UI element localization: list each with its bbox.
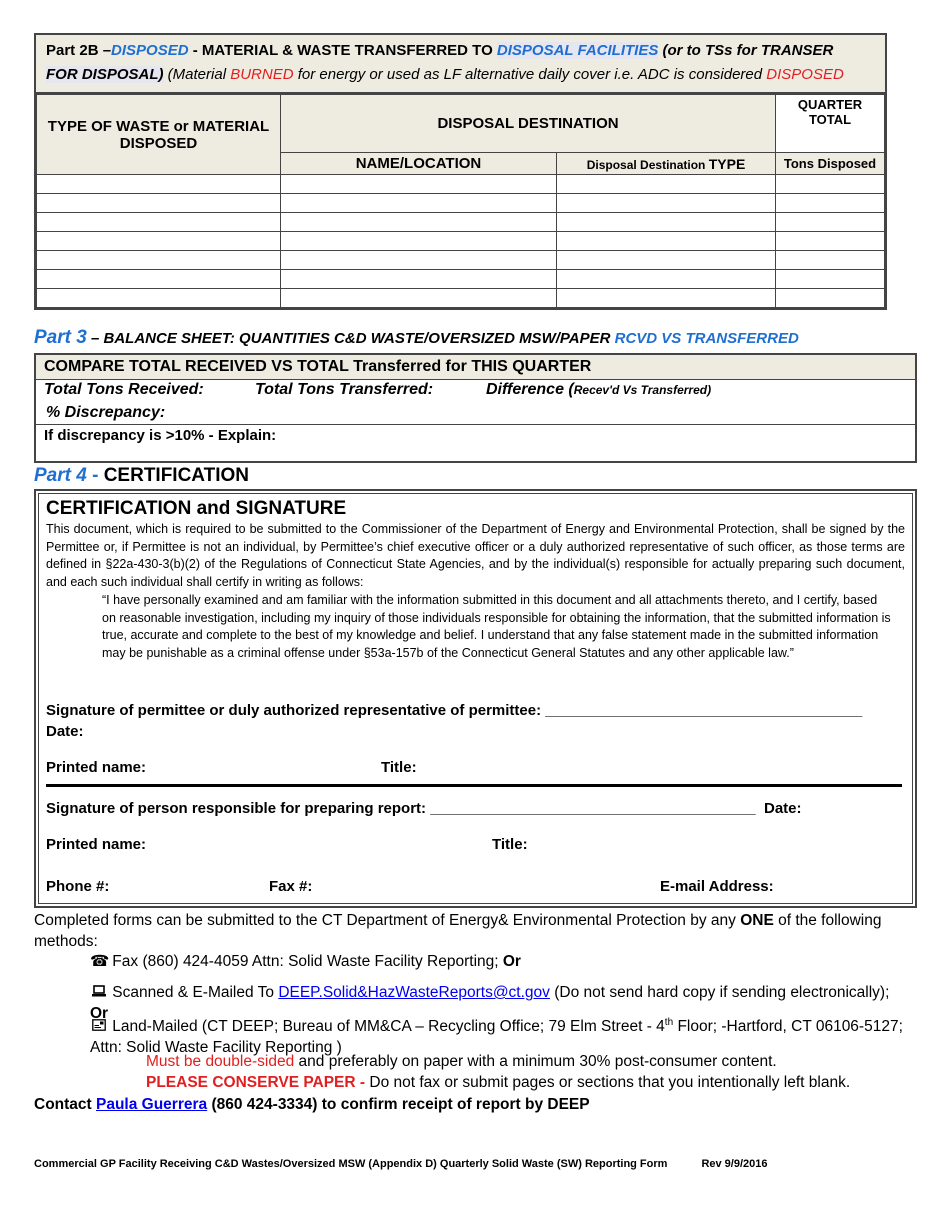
double-sided-red: Must be double-sided (146, 1053, 295, 1070)
cell-input[interactable] (37, 270, 281, 289)
contact-text: Contact (34, 1096, 96, 1113)
conserve-text: Do not fax or submit pages or sections that you intentionally left blank. (365, 1074, 851, 1091)
cell-input[interactable] (776, 289, 885, 308)
intro-one: ONE (740, 912, 774, 929)
mail-sup: th (664, 1017, 674, 1028)
footer-text: Commercial GP Facility Receiving C&D Wastes/Oversized MSW (Appendix D) Quarterly Solid Waste (SW) Reporting Form (34, 1158, 668, 1170)
contact-link[interactable]: Paula Guerrera (96, 1096, 208, 1113)
total-transferred-field[interactable]: Total Tons Transferred: (255, 381, 434, 398)
printed-name1-field[interactable]: Printed name: (46, 759, 147, 776)
table-row (37, 213, 885, 232)
sub-type-suffix: TYPE (708, 155, 746, 172)
difference-sub-label: Recev'd Vs Transferred) (573, 383, 712, 397)
part2b-title-line1 (46, 39, 877, 63)
table-row (37, 289, 885, 308)
part2b-section (34, 33, 887, 310)
part4-dash: - (86, 465, 104, 486)
submission-intro (34, 910, 914, 952)
part3-balance-sheet (34, 353, 917, 463)
difference-label: Difference ( (486, 381, 574, 398)
part2b-title-line2 (46, 63, 877, 87)
title2-field[interactable]: Title: (492, 836, 528, 853)
date1-field[interactable]: Date: (46, 723, 84, 740)
explain-field[interactable]: If discrepancy is >10% - Explain: (44, 427, 277, 444)
burned-label: BURNED (230, 66, 294, 83)
conserve-note (146, 1074, 850, 1092)
adc-note: for energy or used as LF alternative daily cover i.e. ADC is considered (293, 66, 767, 83)
discrepancy-field[interactable]: % Discrepancy: (46, 404, 166, 421)
cell-input[interactable] (37, 175, 281, 194)
table-row (37, 194, 885, 213)
totals-row (36, 380, 915, 425)
sub-type-prefix: Disposal Destination (586, 157, 709, 172)
disposed-label: DISPOSED (111, 42, 189, 59)
table-row (37, 251, 885, 270)
part3-title (34, 327, 799, 349)
certification-title: CERTIFICATION and SIGNATURE (46, 498, 347, 519)
cell-input[interactable] (557, 289, 776, 308)
part3-number: Part 3 (34, 327, 87, 348)
email-link[interactable]: DEEP.Solid&HazWasteReports@ct.gov (278, 984, 550, 1001)
cell-input[interactable] (37, 251, 281, 270)
cell-input[interactable] (37, 289, 281, 308)
total-received-field[interactable]: Total Tons Received: (44, 381, 204, 398)
cell-input[interactable] (776, 270, 885, 289)
certification-inner (38, 493, 913, 904)
cell-input[interactable] (281, 213, 557, 232)
preparer-signature-field[interactable]: Signature of person responsible for preparing report: _______________________________________ (46, 800, 756, 817)
fax-or: Or (502, 953, 521, 970)
part3-heading-blue: RCVD VS TRANSFERRED (614, 330, 799, 347)
footer (34, 1158, 768, 1170)
conserve-red: PLEASE CONSERVE PAPER - (146, 1074, 366, 1091)
col-quarter-header: QUARTER TOTAL (776, 95, 885, 153)
sub-type-header (557, 153, 776, 175)
computer-icon (90, 982, 108, 1003)
table-row (37, 232, 885, 251)
cell-input[interactable] (557, 213, 776, 232)
double-sided-note (146, 1053, 777, 1071)
intro-text-end: of the following methods: (34, 912, 882, 950)
cell-input[interactable] (776, 175, 885, 194)
cell-input[interactable] (37, 213, 281, 232)
phone-icon: ☎ (90, 953, 110, 970)
permittee-signature-field[interactable]: Signature of permittee or duly authorized representative of permittee: ______________________________________ (46, 702, 863, 719)
fax-field[interactable]: Fax #: (269, 878, 313, 895)
sub-name-header: NAME/LOCATION (281, 153, 557, 175)
compare-bar: COMPARE TOTAL RECEIVED VS TOTAL Transferred for THIS QUARTER (36, 355, 915, 380)
email-note: (Do not send hard copy if sending electronically); (549, 984, 890, 1001)
contact-text-end: (860 424-3334) to confirm receipt of report by DEEP (207, 1096, 590, 1113)
cell-input[interactable] (776, 251, 885, 270)
footer-rev: Rev 9/9/2016 (701, 1158, 768, 1170)
cell-input[interactable] (776, 194, 885, 213)
col-destination-header: DISPOSAL DESTINATION (281, 95, 776, 153)
contact-line (34, 1096, 590, 1114)
table-row (37, 270, 885, 289)
cell-input[interactable] (281, 251, 557, 270)
cell-input[interactable] (776, 232, 885, 251)
table-row (37, 175, 885, 194)
cell-input[interactable] (37, 232, 281, 251)
divider (46, 784, 902, 787)
disposal-facilities-label: DISPOSAL FACILITIES (496, 42, 659, 59)
material-label: (Material (163, 66, 231, 83)
email-or: Or (90, 1005, 109, 1022)
cell-input[interactable] (281, 232, 557, 251)
mail-text-end: Floor; -Hartford, CT 06106-5127; Attn: Solid Waste Facility Reporting ) (90, 1018, 903, 1057)
part3-heading: – BALANCE SHEET: QUANTITIES C&D WASTE/OVERSIZED MSW/PAPER (86, 330, 615, 347)
email-text: Scanned & E-Mailed To (108, 984, 279, 1001)
cell-input[interactable] (37, 194, 281, 213)
cell-input[interactable] (281, 289, 557, 308)
certification-paragraph: This document, which is required to be submitted to the Commissioner of the Department of Energy and Environmental Protection, shall be signed by the Permittee or, if Permittee is not an individual, by Permittee’s chief executive officer or a duly authorized representative of such officer, as those terms are defined in §22a-430-3(b)(2) of the Regulations of Connecticut State Agencies, and by the individual(s) responsible for actually preparing such document, and each such individual shall certify in writing as follows: (46, 522, 905, 589)
phone-field[interactable]: Phone #: (46, 878, 110, 895)
part2b-label: Part 2B – (46, 42, 112, 59)
certification-quote: “I have personally examined and am familiar with the information submitted in this document and all attachments thereto, and I certify, based on reasonable investigation, including my inquiry of those individuals responsible for obtaining the information, that the submitted information is true, accurate and complete to the best of my knowledge and belief. I understand that any false statement made in the submitted information may be punishable as a criminal offense under §53a-157b of the Connecticut General Statutes and any other applicable law.” (102, 593, 891, 660)
cell-input[interactable] (776, 213, 885, 232)
difference-field[interactable] (486, 381, 711, 399)
tss-label: (or to TSs for TRANSER (658, 42, 834, 59)
mail-text: Land-Mailed (CT DEEP; Bureau of MM&CA – Recycling Office; 79 Elm Street - 4 (108, 1018, 665, 1036)
fax-text: Fax (860) 424-4059 Attn: Solid Waste Facility Reporting; (108, 953, 503, 970)
date2-field[interactable]: Date: (764, 800, 802, 817)
part4-number: Part 4 (34, 465, 87, 486)
intro-text: Completed forms can be submitted to the CT Department of Energy& Environmental Protection by any (34, 912, 741, 929)
method-fax (90, 951, 910, 972)
transferred-to-label: - MATERIAL & WASTE TRANSFERRED TO (188, 42, 497, 59)
part4-title (34, 465, 249, 487)
part4-heading: CERTIFICATION (103, 465, 250, 486)
for-disposal-label: FOR DISPOSAL) (46, 66, 164, 83)
cell-input[interactable] (281, 175, 557, 194)
printed-name2-field[interactable]: Printed name: (46, 836, 147, 853)
mail-icon (90, 1016, 108, 1037)
col-type-header: TYPE OF WASTE or MATERIAL DISPOSED (37, 95, 281, 175)
method-mail (90, 1012, 910, 1058)
cell-input[interactable] (281, 270, 557, 289)
double-sided-text: and preferably on paper with a minimum 30% post-consumer content. (294, 1053, 777, 1070)
certification-box (34, 489, 917, 908)
cell-input[interactable] (557, 232, 776, 251)
part2b-header (36, 35, 885, 94)
sub-tons-header: Tons Disposed (776, 153, 885, 175)
cell-input[interactable] (557, 175, 776, 194)
cell-input[interactable] (557, 194, 776, 213)
title1-field[interactable]: Title: (381, 759, 417, 776)
part2b-table (36, 94, 885, 308)
disposed-red-label: DISPOSED (766, 66, 844, 83)
email-field[interactable]: E-mail Address: (660, 878, 774, 895)
cell-input[interactable] (557, 251, 776, 270)
cell-input[interactable] (281, 194, 557, 213)
cell-input[interactable] (557, 270, 776, 289)
